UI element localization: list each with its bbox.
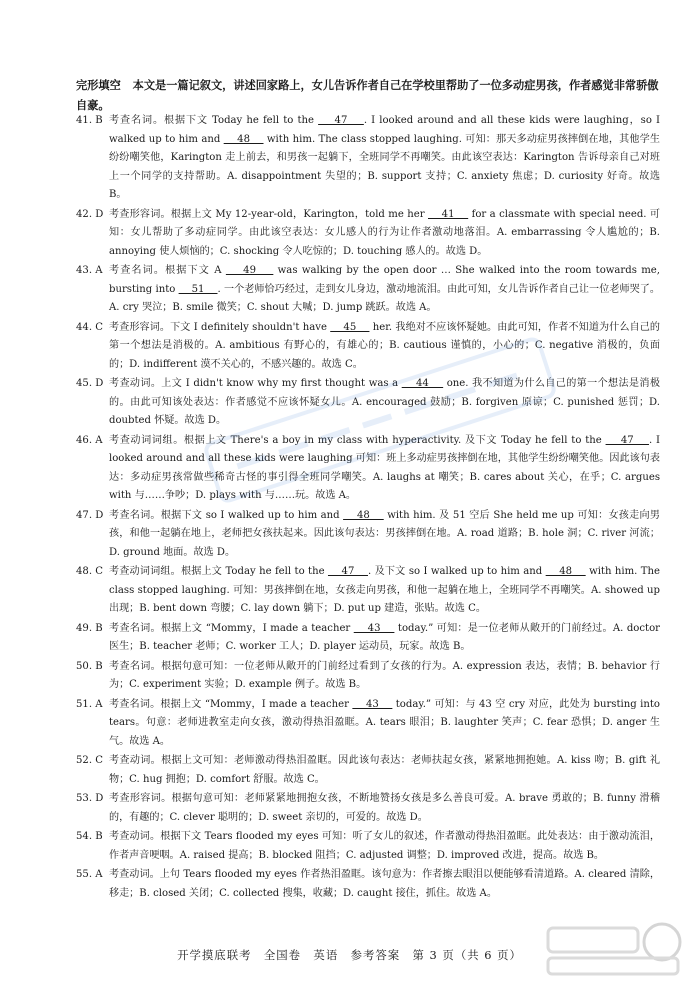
cloze-intro (76, 76, 660, 116)
answer-explanation: 考查形容词。根据句意可知：老师紧紧地拥抱女孩，不断地赞扬女孩是多么善良可爱。A. brave 勇敢的；B. funny 滑稽的，有趣的；C. clever 聪明的；D. sweet 亲切的，可爱的。故选 D。 (109, 793, 660, 823)
answer-number: 45. D (76, 378, 104, 389)
answer-number: 51. A (76, 698, 103, 710)
answer-explanation: 考查动词。上文 I didn't know why my first thought was a 44 one. 我不知道为什么自己的第一个想法是消极的。由此可知该处表达：作者感觉不应该怀疑女儿。A. encouraged 鼓励；B. forgiven 原谅；C. punished 惩罚；D. doubted 怀疑。故选 D。 (109, 378, 660, 426)
answer-list (76, 112, 660, 904)
answer-item (76, 375, 660, 431)
section-label: 完形填空 (76, 79, 121, 92)
answer-explanation: 考查动词。根据上文可知：老师激动得热泪盈眶。因此该句表达：老师扶起女孩，紧紧地拥抱她。A. kiss 吻；B. gift 礼物；C. hug 拥抱；D. comfort 舒服。故选 C。 (109, 755, 660, 785)
section-summary: 本文是一篇记叙文，讲述回家路上，女儿告诉作者自己在学校里帮助了一位多动症男孩，作者感觉非常骄傲自豪。 (76, 79, 659, 112)
answer-number: 42. D (76, 208, 104, 220)
answer-item (76, 206, 660, 262)
answer-number: 47. D (76, 509, 104, 521)
page-footer: 开学摸底联考 全国卷 英语 参考答案 第 3 页（共 6 页） (177, 948, 522, 962)
site-logo-watermark (538, 920, 688, 978)
answer-item (76, 828, 660, 865)
answer-item (76, 507, 660, 563)
answer-item (76, 696, 660, 752)
answer-explanation: 考查名词。根据下文 Today he fell to the 47 . I looked around and all these kids were laughing，so I walked up to him and 48 with him. The class stopped laughing. 可知：那天多动症男孩摔倒在地，其他学生纷纷嘲笑他，Karington 走上前去，和男孩一起躺下，全班同学不再嘲笑。由此该空表达：Karington 告诉母亲自己对班上一个同学的支持帮助。A. disappointment 失望的；B. support 支持；C. anxiety 焦虑；D. curiosity 好奇。故选 B。 (109, 115, 660, 200)
answer-item (76, 262, 660, 318)
answer-number: 46. A (76, 434, 103, 446)
answer-item (76, 620, 660, 657)
answer-item (76, 658, 660, 695)
answer-explanation: 考查动词词组。根据上文 Today he fell to the 47 . 及下文 so I walked up to him and 48 with him. The class stopped laughing. 可知：男孩摔倒在地，女孩走向男孩，和他一起躺在地上，全班同学不再嘲笑。A. showed up 出现；B. bent down 弯腰；C. lay down 躺下；D. put up 建造，张贴。故选 C。 (109, 566, 660, 614)
answer-explanation: 考查动词。上句 Tears flooded my eyes 作者热泪盈眶。该句意为：作者擦去眼泪以便能够看清道路。A. cleared 清除，移走；B. closed 关闭；C. collected 搜集，收藏；D. caught 接住，抓住。故选 A。 (109, 869, 660, 899)
answer-item (76, 866, 660, 903)
answer-number: 50. B (76, 660, 103, 672)
answer-item (76, 752, 660, 789)
answer-item (76, 319, 660, 375)
answer-explanation: 考查动词词组。根据上文 There's a boy in my class with hyperactivity. 及下文 Today he fell to the 47 . I looked around and all these kids were laughing 可知：班上多动症男孩摔倒在地，其他学生纷纷嘲笑他。因此该句表达：多动症男孩常做些稀奇古怪的事引得全班同学嘲笑。A. laughs at 嘲笑；B. cares about 关心，在乎；C. argues with 与……争吵；D. plays with 与……玩。故选 A。 (109, 434, 660, 501)
answer-explanation: 考查名词。根据上文 “Mommy，I made a teacher 43 today.” 可知：与 43 空 cry 对应，此处为 bursting into tears。句意：老师进教室走向女孩，激动得热泪盈眶。A. tears 眼泪；B. laughter 笑声；C. fear 恐惧；D. anger 生气。故选 A。 (109, 698, 660, 747)
answer-explanation: 考查名词。根据下文 so I walked up to him and 48 with him. 及 51 空后 She held me up 可知：女孩走向男孩，和他一起躺在地上，老师把女孩扶起来。因此该句表达：男孩摔倒在地。A. road 道路；B. hole 洞；C. river 河流；D. ground 地面。故选 D。 (109, 509, 660, 558)
answer-number: 53. D (76, 793, 104, 804)
answer-item (76, 112, 660, 205)
answer-item (76, 563, 660, 619)
answer-item (76, 432, 660, 506)
answer-number: 43. A (76, 265, 103, 276)
answer-number: 54. B (76, 831, 103, 842)
answer-explanation: 考查名词。根据句意可知：一位老师从敞开的门前经过看到了女孩的行为。A. expression 表达，表情；B. behavior 行为；C. experiment 实验；D. example 例子。故选 B。 (109, 660, 660, 690)
answer-explanation: 考查名词。根据下文 A 49 was walking by the open door … She walked into the room towards me, bursting into 51 . 一个老师恰巧经过，走到女儿身边，激动地流泪。由此可知，女儿告诉作者自己让一位老师哭了。A. cry 哭泣；B. smile 微笑；C. shout 大喊；D. jump 跳跃。故选 A。 (109, 265, 660, 313)
answer-explanation: 考查名词。根据上文 “Mommy，I made a teacher 43 today.” 可知：是一位老师从敞开的门前经过。A. doctor 医生；B. teacher 老师；C. worker 工人；D. player 运动员，玩家。故选 B。 (109, 622, 660, 652)
answer-explanation: 考查形容词。下文 I definitely shouldn't have 45 her. 我绝对不应该怀疑她。由此可知，作者不知道为什么自己的第一个想法是消极的。A. ambitious 有野心的，有雄心的；B. cautious 谨慎的，小心的；C. negative 消极的，负面的；D. indifferent 漠不关心的，不感兴趣的。故选 C。 (109, 321, 660, 370)
answer-explanation: 考查形容词。根据上文 My 12-year-old，Karington，told me her 41 for a classmate with special need. 可知：女儿帮助了多动症同学。由此该空表达：女儿感人的行为让作者激动地落泪。A. embarrassing 令人尴尬的；B. annoying 使人烦恼的；C. shocking 令人吃惊的；D. touching 感人的。故选 D。 (109, 208, 661, 257)
answer-number: 44. C (76, 321, 103, 333)
answer-number: 41. B (76, 115, 103, 126)
answer-explanation: 考查动词。根据下文 Tears flooded my eyes 可知：听了女儿的叙述，作者激动得热泪盈眶。此处表达：由于激动流泪，作者声音哽咽。A. raised 提高；B. blocked 阻挡；C. adjusted 调整；D. improved 改进，提高。故选 B。 (109, 831, 660, 861)
answer-number: 55. A (76, 869, 103, 880)
answer-number: 49. B (76, 622, 103, 634)
answer-number: 52. C (76, 755, 103, 766)
answer-item (76, 790, 660, 827)
answer-number: 48. C (76, 566, 103, 577)
